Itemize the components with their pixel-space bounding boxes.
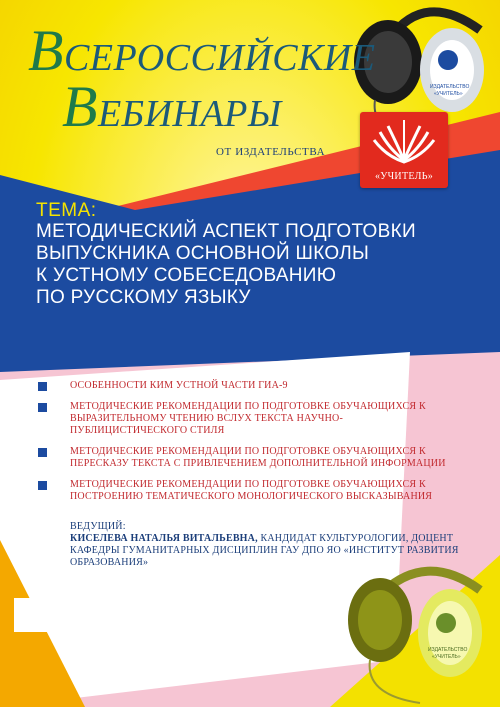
bullet-square-icon xyxy=(38,382,47,391)
headset-bottom-line1: ИЗДАТЕЛЬСТВО xyxy=(428,647,468,653)
topic-line: ПО РУССКОМУ ЯЗЫКУ xyxy=(36,287,251,308)
topic-line: К УСТНОМУ СОБЕСЕДОВАНИЮ xyxy=(36,265,337,286)
list-item xyxy=(38,380,458,392)
topic-label: ТЕМА: xyxy=(36,200,97,221)
publisher-prefix: ОТ ИЗДАТЕЛЬСТВА xyxy=(216,146,326,158)
host-info xyxy=(70,521,470,569)
topic-line: ВЫПУСКНИКА ОСНОВНОЙ ШКОЛЫ xyxy=(36,243,370,264)
list-item-text: МЕТОДИЧЕСКИЕ РЕКОМЕНДАЦИИ ПО ПОДГОТОВКЕ ОБУЧАЮЩИХСЯ К ПЕРЕСКАЗУ ТЕКСТА С ПРИВЛЕЧЕНИЕМ ДОПОЛНИТЕЛЬНОЙ ИНФОРМАЦИИ xyxy=(70,446,446,469)
list-item xyxy=(38,479,458,503)
bullet-square-icon xyxy=(38,481,47,490)
headset-top-line2: «УЧИТЕЛЬ» xyxy=(434,91,463,97)
host-name: КИСЕЛЕВА НАТАЛЬЯ ВИТАЛЬЕВНА, xyxy=(70,533,258,544)
book-emblem-icon xyxy=(360,112,448,170)
decorative-square xyxy=(14,598,48,632)
list-item xyxy=(38,401,458,437)
logo-text: «УЧИТЕЛЬ» xyxy=(374,171,434,182)
title-line1-rest: СЕРОССИЙСКИЕ xyxy=(63,37,376,79)
list-item xyxy=(38,446,458,470)
series-title-line1 xyxy=(28,18,376,83)
publisher-logo xyxy=(360,112,448,188)
headset-bottom-image xyxy=(330,555,500,707)
headset-top-line1: ИЗДАТЕЛЬСТВО xyxy=(430,84,470,90)
topic-line: МЕТОДИЧЕСКИЙ АСПЕКТ ПОДГОТОВКИ xyxy=(36,221,416,242)
headset-bottom-line2: «УЧИТЕЛЬ» xyxy=(432,654,461,660)
title-line2-rest: ЕБИНАРЫ xyxy=(97,93,282,135)
bullet-square-icon xyxy=(38,403,47,412)
title-line1-initial: В xyxy=(28,18,64,83)
title-line2-initial: В xyxy=(62,74,98,139)
host-label: ВЕДУЩИЙ: xyxy=(70,521,126,532)
host-details: КАНДИДАТ КУЛЬТУРОЛОГИИ, ДОЦЕНТ КАФЕДРЫ ГУМАНИТАРНЫХ ДИСЦИПЛИН ГАУ ДПО ЯО «ИНСТИТУТ РАЗВИТИЯ ОБРАЗОВАНИЯ» xyxy=(70,533,459,568)
list-item-text: МЕТОДИЧЕСКИЕ РЕКОМЕНДАЦИИ ПО ПОДГОТОВКЕ ОБУЧАЮЩИХСЯ К ПОСТРОЕНИЮ ТЕМАТИЧЕСКОГО МОНОЛОГИЧЕСКОГО ВЫСКАЗЫВАНИЯ xyxy=(70,479,433,502)
series-title-line2 xyxy=(62,74,282,139)
host-description xyxy=(70,533,470,569)
bullet-square-icon xyxy=(38,448,47,457)
agenda-list xyxy=(38,380,458,512)
topic-title xyxy=(36,221,476,309)
list-item-text: МЕТОДИЧЕСКИЕ РЕКОМЕНДАЦИИ ПО ПОДГОТОВКЕ ОБУЧАЮЩИХСЯ К ВЫРАЗИТЕЛЬНОМУ ЧТЕНИЮ ВСЛУХ ТЕКСТА НАУЧНО-ПУБЛИЦИСТИЧЕСКОГО СТИЛЯ xyxy=(70,401,426,436)
list-item-text: ОСОБЕННОСТИ КИМ УСТНОЙ ЧАСТИ ГИА-9 xyxy=(70,380,288,391)
